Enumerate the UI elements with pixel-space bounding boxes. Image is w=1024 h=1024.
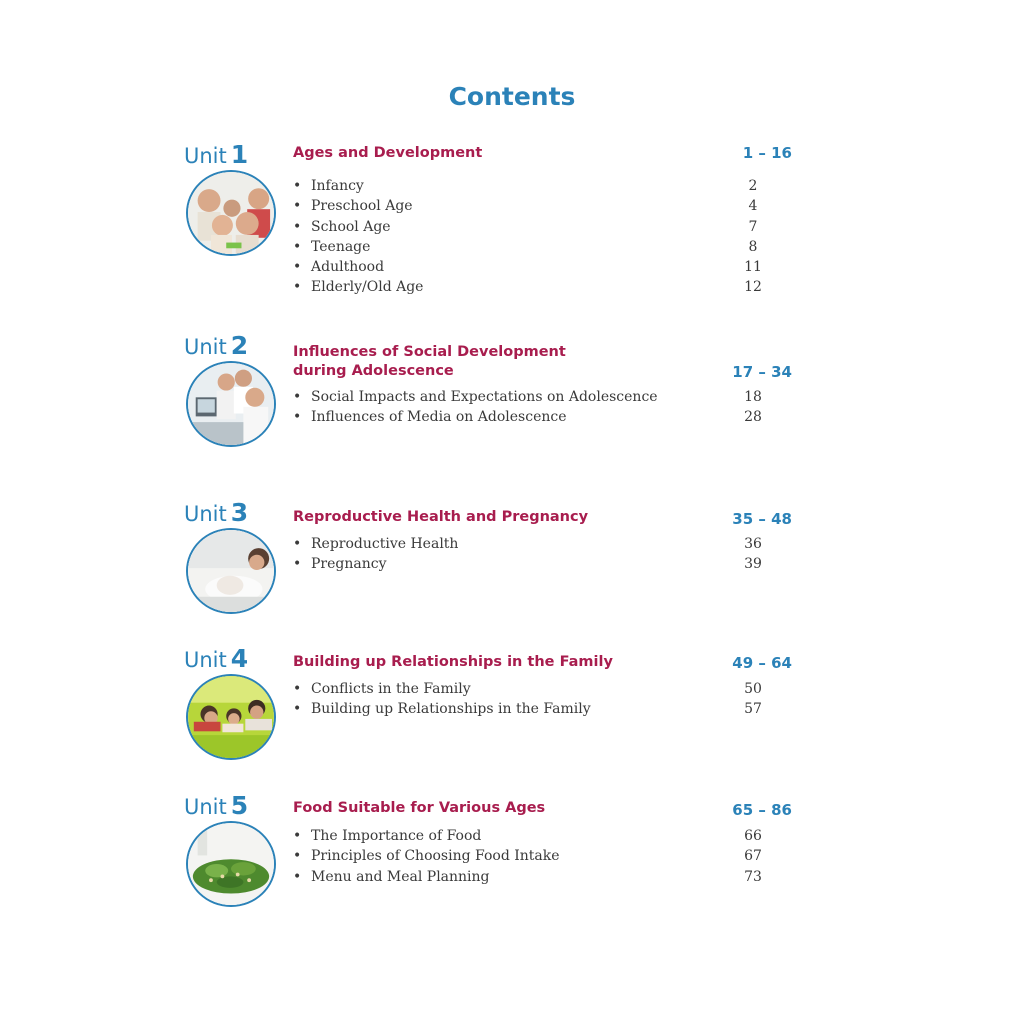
unit-label	[184, 498, 248, 527]
topic-label: Principles of Choosing Food Intake	[311, 848, 560, 865]
bullet-icon: •	[293, 198, 302, 215]
topic-page: 12	[744, 279, 762, 296]
children-group-photo	[186, 170, 276, 256]
bullet-icon: •	[293, 389, 302, 405]
bullet-icon: •	[293, 828, 302, 844]
unit-word: Unit	[184, 795, 227, 819]
unit-word: Unit	[184, 648, 227, 672]
topic-item[interactable]	[293, 869, 773, 889]
unit-section	[0, 644, 1024, 764]
unit-section	[0, 331, 1024, 451]
unit-number: 3	[230, 498, 249, 527]
unit-word: Unit	[184, 144, 227, 168]
topic-label: Infancy	[311, 178, 364, 194]
unit-page-range: 65 – 86	[732, 801, 792, 819]
topic-item[interactable]	[293, 701, 773, 721]
topic-item[interactable]	[293, 219, 773, 239]
unit-label	[184, 140, 248, 169]
bullet-icon: •	[293, 868, 302, 885]
unit-number: 5	[230, 791, 249, 820]
topic-label: Conflicts in the Family	[311, 681, 471, 697]
topic-label: Preschool Age	[311, 198, 413, 215]
topic-item[interactable]	[293, 536, 773, 556]
topic-item[interactable]	[293, 198, 773, 218]
topic-item[interactable]	[293, 178, 773, 198]
topic-label: Menu and Meal Planning	[311, 868, 490, 885]
topic-item[interactable]	[293, 259, 773, 279]
students-computer-photo	[186, 361, 276, 447]
unit-title: Influences of Social Development during Adolescence	[293, 344, 566, 379]
topic-page: 8	[748, 238, 758, 255]
bullet-icon: •	[293, 848, 302, 865]
topic-list	[293, 178, 773, 300]
bullet-icon: •	[293, 259, 302, 276]
unit-number: 4	[230, 644, 249, 673]
pregnant-woman-photo	[186, 528, 276, 614]
unit-label	[184, 791, 248, 820]
salad-bowl-photo	[186, 821, 276, 907]
topic-label: The Importance of Food	[311, 828, 482, 844]
topic-label: Social Impacts and Expectations on Adolescence	[311, 389, 658, 405]
unit-section	[0, 791, 1024, 911]
topic-page: 7	[748, 218, 758, 235]
unit-number: 1	[230, 140, 249, 169]
page-title: Contents	[448, 82, 576, 111]
bullet-icon: •	[293, 681, 302, 697]
topic-item[interactable]	[293, 681, 773, 701]
unit-label	[184, 331, 248, 360]
unit-word: Unit	[184, 335, 227, 359]
unit-section	[0, 140, 1024, 296]
bullet-icon: •	[293, 238, 302, 255]
unit-page-range: 35 – 48	[732, 510, 792, 528]
unit-title: Reproductive Health and Pregnancy	[293, 509, 589, 525]
topic-label: Teenage	[311, 238, 371, 255]
topic-label: Pregnancy	[311, 556, 387, 573]
topic-label: Elderly/Old Age	[311, 279, 424, 296]
topic-item[interactable]	[293, 279, 773, 299]
bullet-icon: •	[293, 178, 302, 194]
topic-label: Influences of Media on Adolescence	[311, 409, 567, 426]
topic-page: 57	[744, 701, 762, 718]
topic-item[interactable]	[293, 389, 773, 409]
topic-page: 36	[744, 536, 762, 552]
topic-page: 39	[744, 556, 762, 573]
family-on-grass-photo	[186, 674, 276, 760]
bullet-icon: •	[293, 701, 302, 718]
topic-page: 11	[744, 259, 762, 276]
topic-page: 66	[744, 828, 762, 844]
topic-page: 28	[744, 409, 762, 426]
topic-item[interactable]	[293, 239, 773, 259]
bullet-icon: •	[293, 279, 302, 296]
topic-list	[293, 536, 773, 577]
topic-label: School Age	[311, 218, 391, 235]
topic-page: 67	[744, 848, 762, 865]
topic-page: 4	[748, 198, 758, 215]
topic-page: 73	[744, 868, 762, 885]
topic-label: Adulthood	[311, 259, 385, 276]
topic-page: 18	[744, 389, 762, 405]
topic-item[interactable]	[293, 848, 773, 868]
topic-list	[293, 681, 773, 722]
unit-title: Food Suitable for Various Ages	[293, 800, 546, 816]
bullet-icon: •	[293, 409, 302, 426]
unit-word: Unit	[184, 502, 227, 526]
bullet-icon: •	[293, 218, 302, 235]
unit-section	[0, 498, 1024, 618]
unit-label	[184, 644, 248, 673]
unit-page-range: 49 – 64	[732, 654, 792, 672]
topic-page: 50	[744, 681, 762, 697]
unit-page-range: 17 – 34	[732, 363, 792, 381]
unit-title: Ages and Development	[293, 145, 483, 161]
bullet-icon: •	[293, 536, 302, 552]
topic-list	[293, 828, 773, 889]
bullet-icon: •	[293, 556, 302, 573]
topic-label: Reproductive Health	[311, 536, 459, 552]
topic-page: 2	[748, 178, 758, 194]
unit-number: 2	[230, 331, 249, 360]
topic-item[interactable]	[293, 828, 773, 848]
topic-item[interactable]	[293, 409, 773, 429]
unit-page-range: 1 – 16	[742, 144, 792, 162]
topic-item[interactable]	[293, 556, 773, 576]
unit-title: Building up Relationships in the Family	[293, 654, 613, 670]
topic-label: Building up Relationships in the Family	[311, 701, 591, 718]
topic-list	[293, 389, 773, 430]
